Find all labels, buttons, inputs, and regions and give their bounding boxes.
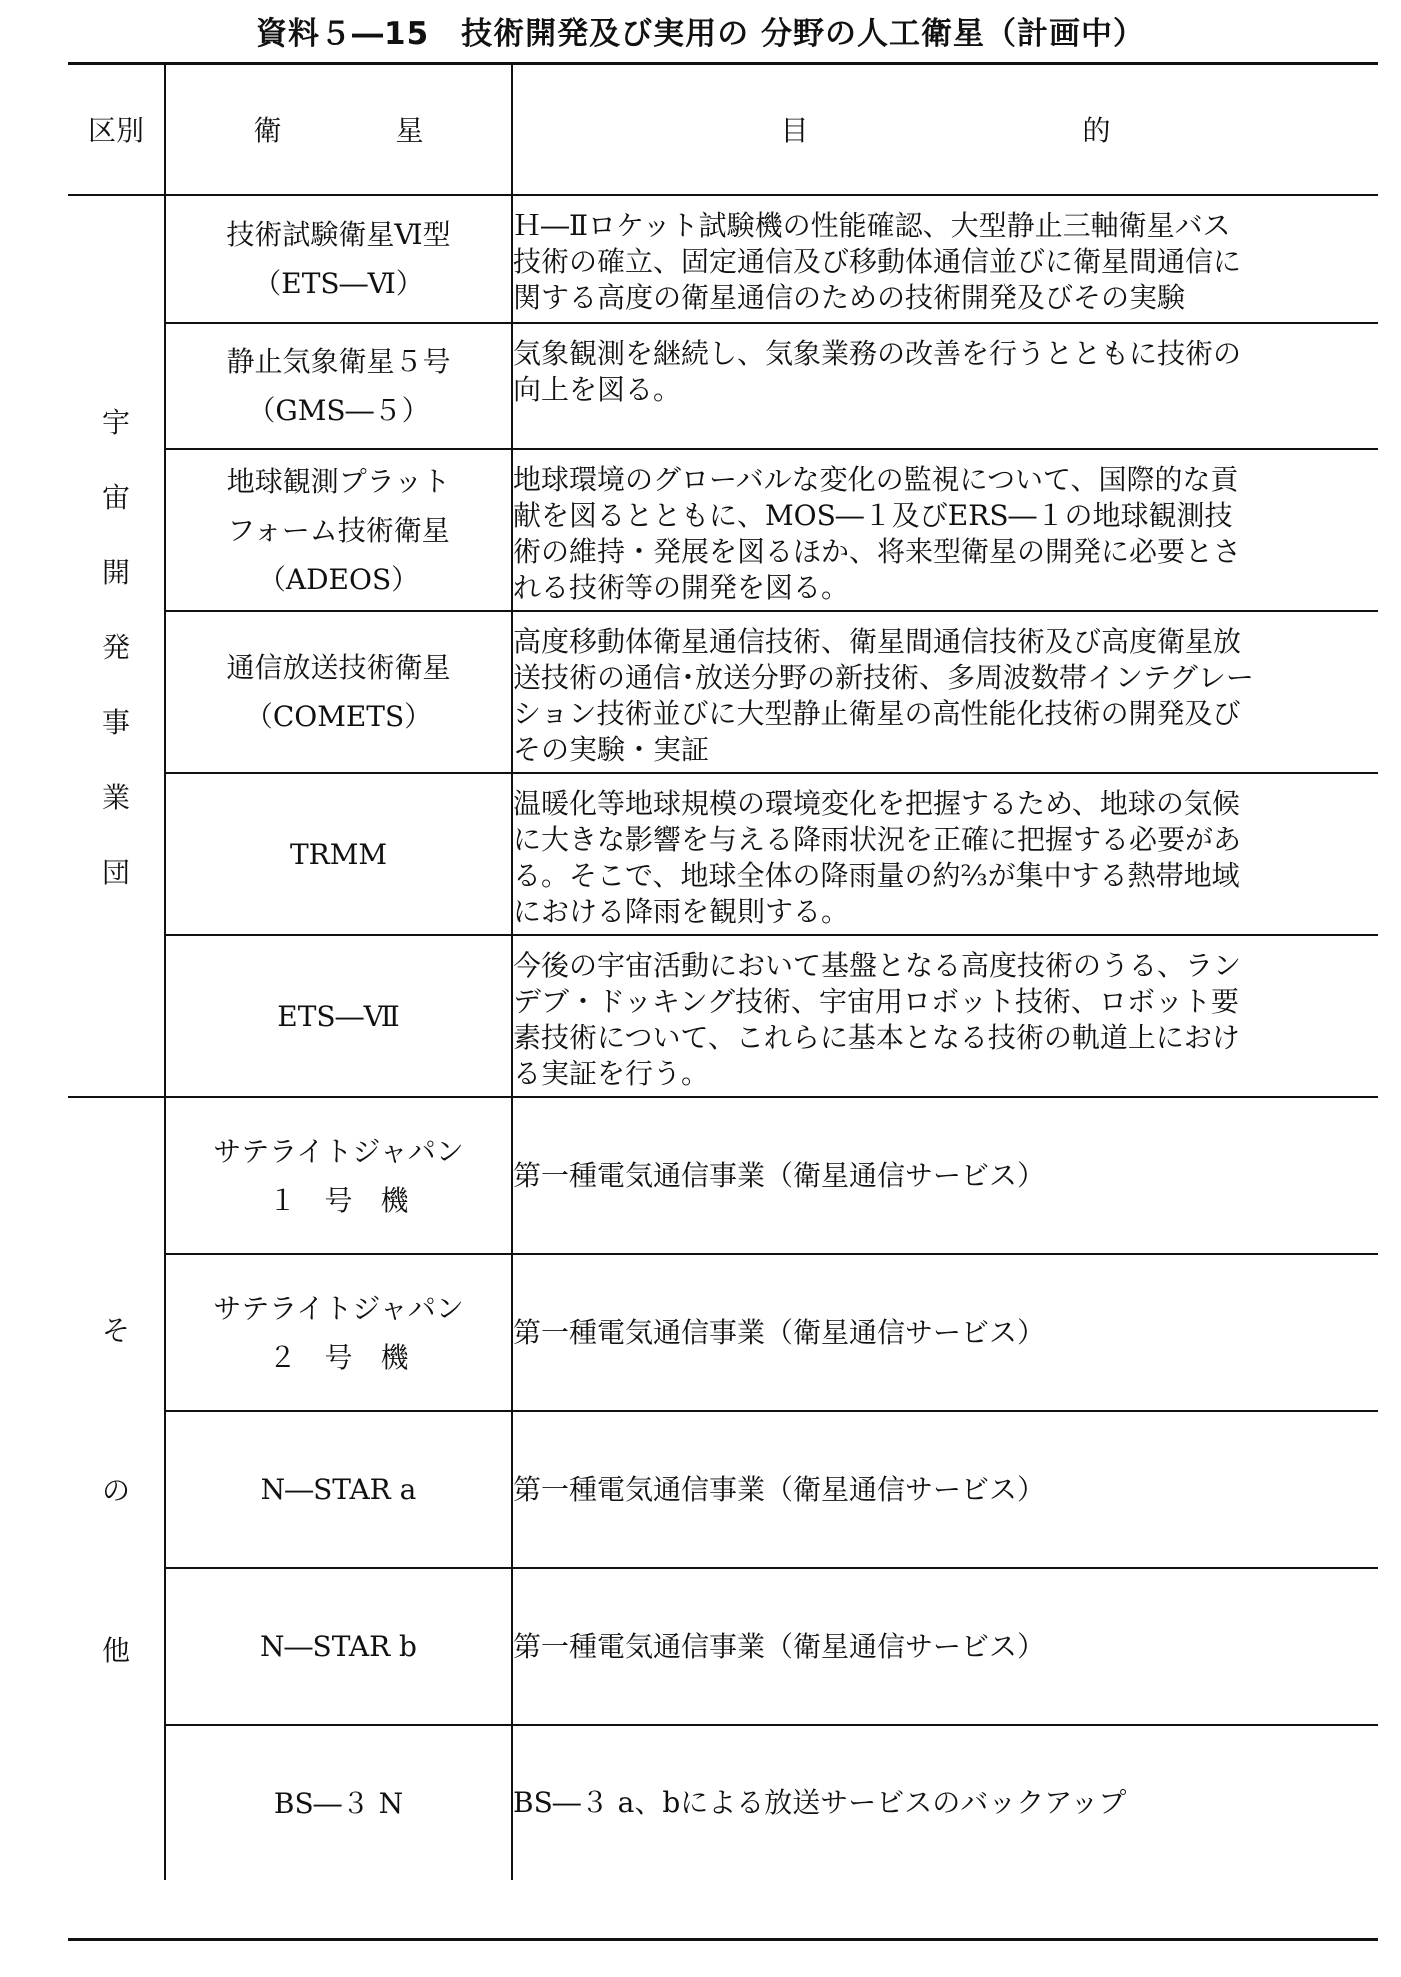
- category-char: 開: [101, 556, 130, 589]
- purpose-text: 第一種電気通信事業（衛星通信サービス）: [512, 1568, 1378, 1725]
- header-category: 区別: [68, 64, 165, 195]
- header-purpose-char: 目: [780, 114, 809, 147]
- category-char: 宙: [101, 481, 130, 514]
- table-row: [68, 1254, 1378, 1411]
- satellite-name: 通信放送技術衛星 （COMETS）: [165, 611, 512, 773]
- purpose-text: 温暖化等地球規模の環境変化を把握するため、地球の気候 に大きな影響を与える降雨状況を正確に把握する必要があ る。そこで、地球全体の降雨量の約⅔が集中する熱帯地域 における降雨を観則する。: [512, 773, 1378, 935]
- purpose-text: 気象観測を継続し、気象業務の改善を行うとともに技術の 向上を図る。: [512, 323, 1378, 449]
- table-row: [68, 323, 1378, 449]
- category-char: の: [101, 1474, 130, 1507]
- category-char: 業: [101, 781, 130, 814]
- purpose-text: 第一種電気通信事業（衛星通信サービス）: [512, 1097, 1378, 1254]
- satellite-name: 技術試験衛星Ⅵ型 （ETS―Ⅵ）: [165, 195, 512, 323]
- satellite-name: サテライトジャパン ２ 号 機: [165, 1254, 512, 1411]
- satellite-name: ETS―Ⅶ: [165, 935, 512, 1097]
- category-nasda: [68, 195, 165, 1097]
- header-purpose: [512, 64, 1378, 195]
- document-title: 資料５―15 技術開発及び実用の 分野の人工衛星（計画中）: [256, 16, 1145, 52]
- header-purpose-char: 的: [1082, 114, 1111, 147]
- table-row: [68, 1097, 1378, 1254]
- header-satellite-char: 星: [395, 114, 424, 147]
- purpose-text: 第一種電気通信事業（衛星通信サービス）: [512, 1254, 1378, 1411]
- bottom-rule: [68, 1938, 1378, 1941]
- satellite-name: TRMM: [165, 773, 512, 935]
- satellite-name: BS―３ N: [165, 1725, 512, 1880]
- header-row: [68, 64, 1378, 195]
- purpose-text: Ｈ―Ⅱロケット試験機の性能確認、大型静止三軸衛星バス 技術の確立、固定通信及び移動体通信並びに衛星間通信に 関する高度の衛星通信のための技術開発及びその実験: [512, 195, 1378, 323]
- purpose-text: BS―３ a、bによる放送サービスのバックアップ: [513, 1786, 1127, 1819]
- table-row: [68, 449, 1378, 611]
- purpose-text: 高度移動体衛星通信技術、衛星間通信技術及び高度衛星放 送技術の通信･放送分野の新技術、多周波数帯インテグレー ション技術並びに大型静止衛星の高性能化技術の開発及び その実験・実証: [512, 611, 1378, 773]
- purpose-text: 地球環境のグローバルな変化の監視について、国際的な貢 献を図るとともに、MOS―１及びERS―１の地球観測技 術の維持・発展を図るほか、将来型衛星の開発に必要とさ れる技術等の開発を図る。: [512, 449, 1378, 611]
- category-char: 事: [101, 706, 130, 739]
- satellite-name: 静止気象衛星５号 （GMS―５）: [165, 323, 512, 449]
- satellite-table: [68, 64, 1378, 1880]
- table-row: [68, 195, 1378, 323]
- category-char: そ: [101, 1314, 130, 1347]
- table-row: [68, 611, 1378, 773]
- header-satellite-char: 衛: [253, 114, 282, 147]
- category-other: [68, 1097, 165, 1880]
- table-row: [68, 935, 1378, 1097]
- satellite-name: N―STAR a: [165, 1411, 512, 1568]
- satellite-name: サテライトジャパン １ 号 機: [165, 1097, 512, 1254]
- purpose-text: 第一種電気通信事業（衛星通信サービス）: [512, 1411, 1378, 1568]
- satellite-name: 地球観測プラット フォーム技術衛星 （ADEOS）: [165, 449, 512, 611]
- category-char: 他: [101, 1634, 130, 1667]
- header-satellite: [165, 64, 512, 195]
- table-row: [68, 1411, 1378, 1568]
- purpose-text: 今後の宇宙活動において基盤となる高度技術のうる、ラン デブ・ドッキング技術、宇宙用ロボット技術、ロボット要 素技術について、これらに基本となる技術の軌道上におけ る実証を行う。: [512, 935, 1378, 1097]
- category-char: 団: [101, 856, 130, 889]
- table-row: [68, 773, 1378, 935]
- category-char: 宇: [101, 406, 130, 439]
- table-row: [68, 1568, 1378, 1725]
- table-row: [68, 1725, 1378, 1880]
- satellite-name: N―STAR b: [165, 1568, 512, 1725]
- category-char: 発: [101, 631, 130, 664]
